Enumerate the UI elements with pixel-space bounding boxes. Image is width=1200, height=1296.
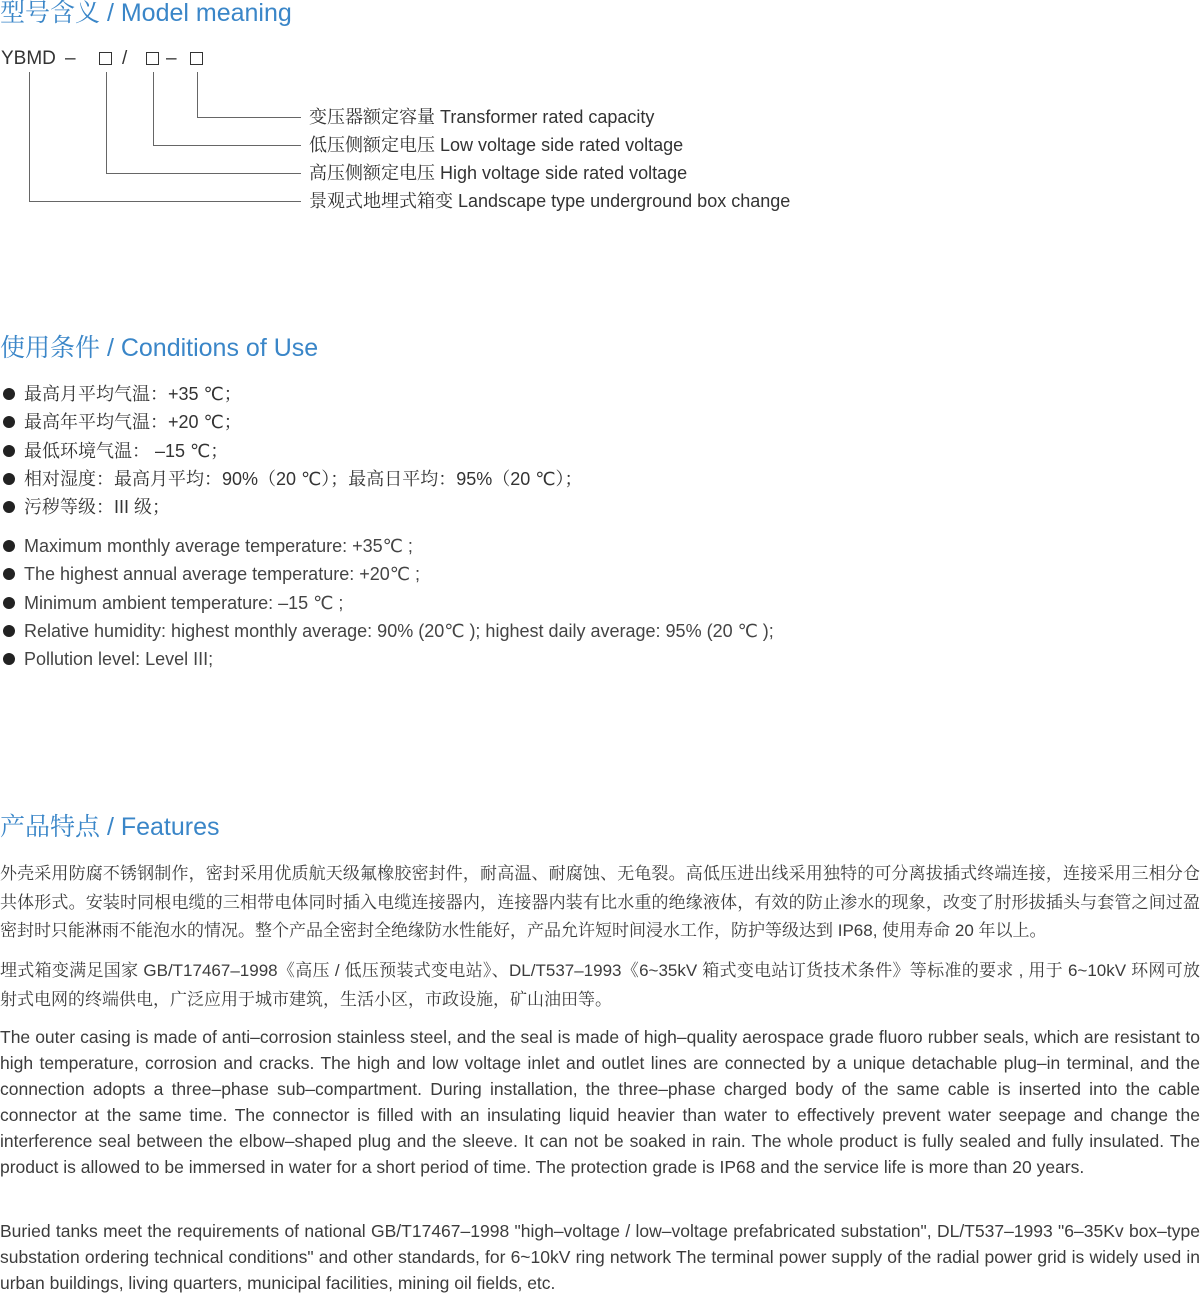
- model-prefix: YBMD: [1, 48, 56, 69]
- features-heading: 产品特点 / Features: [0, 813, 220, 841]
- list-item: 最高年平均气温：+20 ℃；: [0, 408, 583, 436]
- bullet-icon: [3, 653, 15, 665]
- connector-line: [153, 72, 154, 145]
- model-separator: /: [122, 48, 128, 69]
- list-item: The highest annual average temperature: +20℃ ;: [0, 560, 774, 588]
- legend-box-change: 景观式地埋式箱变 Landscape type underground box change: [309, 191, 791, 211]
- bullet-icon: [3, 445, 15, 457]
- list-item: Minimum ambient temperature: –15 ℃ ;: [0, 589, 774, 617]
- bullet-icon: [3, 597, 15, 609]
- bullet-icon: [3, 473, 15, 485]
- connector-line: [153, 145, 301, 146]
- model-separator: –: [65, 48, 76, 69]
- connector-line: [197, 72, 198, 117]
- features-paragraph-cn-2: 埋式箱变满足国家 GB/T17467–1998《高压 / 低压预装式变电站》、DL/T537–1993《6~35kV 箱式变电站订货技术条件》等标准的要求 , 用于 6~10kV 环网可放射式电网的终端供电，广泛应用于城市建筑，生活小区，市政设施，矿山油田等。: [0, 961, 1200, 1009]
- placeholder-box-lv: [146, 52, 159, 65]
- placeholder-box-capacity: [190, 52, 203, 65]
- connector-line: [106, 72, 107, 173]
- legend-capacity: 变压器额定容量 Transformer rated capacity: [309, 107, 655, 127]
- bullet-icon: [3, 625, 15, 637]
- bullet-icon: [3, 568, 15, 580]
- bullet-icon: [3, 388, 15, 400]
- list-item: Pollution level: Level III;: [0, 645, 774, 673]
- list-item: Maximum monthly average temperature: +35℃ ;: [0, 532, 774, 560]
- connector-line: [106, 173, 301, 174]
- list-item: Relative humidity: highest monthly average: 90% (20℃ ); highest daily average: 95% (20 ℃ );: [0, 617, 774, 645]
- bullet-icon: [3, 416, 15, 428]
- connector-line: [29, 201, 301, 202]
- connector-line: [197, 117, 301, 118]
- placeholder-box-hv: [99, 52, 112, 65]
- bullet-icon: [3, 540, 15, 552]
- list-item: 最高月平均气温：+35 ℃；: [0, 380, 583, 408]
- model-meaning-heading: 型号含义 / Model meaning: [0, 0, 292, 27]
- legend-low-voltage: 低压侧额定电压 Low voltage side rated voltage: [309, 135, 684, 155]
- conditions-list-cn: [0, 380, 583, 521]
- list-item: 污秽等级：III 级；: [0, 493, 583, 521]
- conditions-list-en: [0, 532, 774, 673]
- conditions-heading: 使用条件 / Conditions of Use: [0, 334, 319, 362]
- features-paragraph-en-1: The outer casing is made of anti–corrosion stainless steel, and the seal is made of high–quality aerospace grade fluoro rubber seals, which are resistant to high temperature, corrosion and cracks. The high and low voltage inlet and outlet lines are connected by a unique detachable plug–in terminal, and the connection adopts a three–phase sub–compartment. During installation, the three–phase charged body of the same cable is inserted into the cable connector at the same time. The connector is filled with an insulating liquid heavier than water to effectively prevent water seepage and change the interference seal between the elbow–shaped plug and the sleeve. It can not be soaked in rain. The whole product is fully sealed and fully insulated. The product is allowed to be immersed in water for a short period of time. The protection grade is IP68 and the service life is more than 20 years.: [0, 1027, 1200, 1177]
- list-item: 最低环境气温： –15 ℃；: [0, 437, 583, 465]
- bullet-icon: [3, 501, 15, 513]
- features-paragraph-en-2: Buried tanks meet the requirements of national GB/T17467–1998 "high–voltage / low–voltage prefabricated substation", DL/T537–1993 "6–35Kv box–type substation ordering technical conditions" and other standards, for 6~10kV ring network The terminal power supply of the radial power grid is widely used in urban buildings, living quarters, municipal facilities, mining oil fields, etc.: [0, 1221, 1200, 1293]
- model-separator: –: [166, 48, 177, 69]
- connector-line: [29, 72, 30, 201]
- list-item: 相对湿度：最高月平均：90%（20 ℃）；最高日平均：95%（20 ℃）；: [0, 465, 583, 493]
- features-paragraph-cn-1: 外壳采用防腐不锈钢制作，密封采用优质航天级氟橡胶密封件，耐高温、耐腐蚀、无龟裂。高低压进出线采用独特的可分离拔插式终端连接，连接采用三相分仓共体形式。安装时同根电缆的三相带电体同时插入电缆连接器内，连接器内装有比水重的绝缘液体，有效的防止渗水的现象，改变了肘形拔插头与套管之间过盈密封时只能淋雨不能泡水的情况。整个产品全密封全绝缘防水性能好，产品允许短时间浸水工作，防护等级达到 IP68, 使用寿命 20 年以上。: [0, 864, 1200, 940]
- legend-high-voltage: 高压侧额定电压 High voltage side rated voltage: [309, 163, 688, 183]
